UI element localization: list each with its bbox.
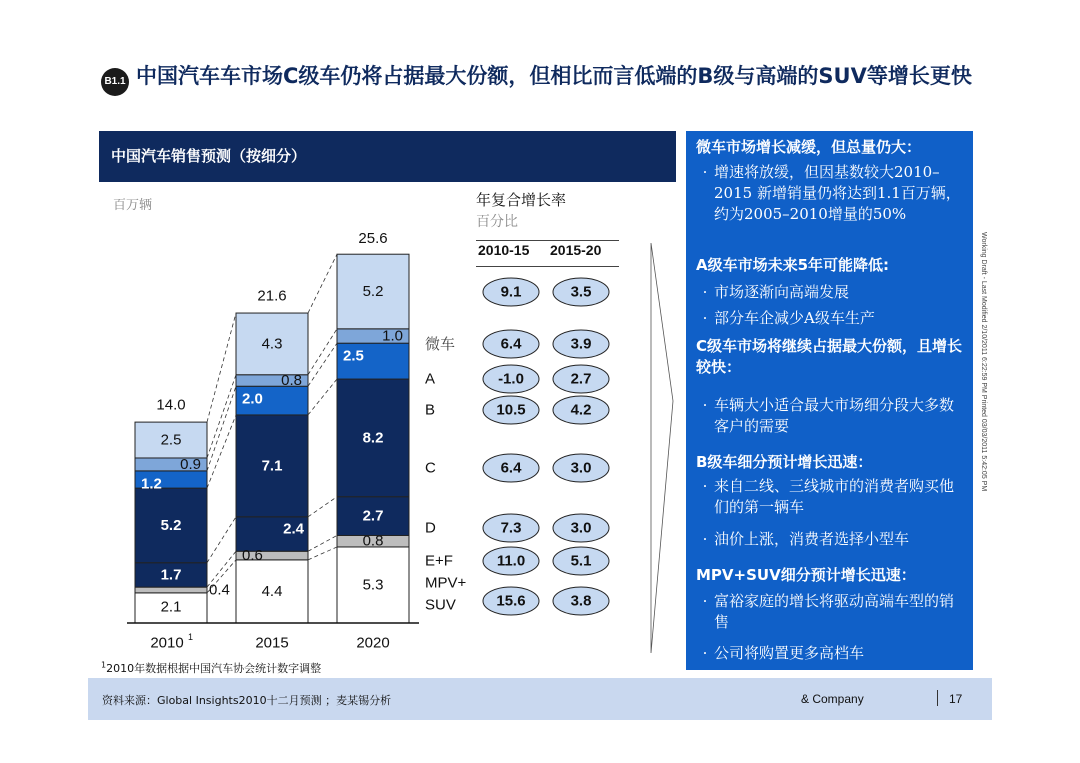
insight-heading: MPV+SUV细分预计增长迅速： [696, 566, 916, 584]
connector-line [308, 254, 337, 313]
footnote-mark: 1 [101, 660, 107, 670]
callout-arrow [651, 243, 673, 653]
segment-name-label: SUV [425, 596, 456, 614]
cagr-value: 5.1 [570, 552, 592, 570]
bar-total-label: 14.0 [156, 396, 186, 414]
connector-line [207, 386, 236, 471]
cagr-value: 6.4 [500, 459, 522, 477]
segment-value-label: 7.1 [261, 457, 283, 475]
segment-value-label: 0.4 [209, 581, 230, 599]
source-note: 资料来源：Global Insights2010十二月预测 ；麦某锡分析 [102, 694, 392, 707]
connector-line [308, 497, 337, 517]
page-separator [937, 690, 938, 706]
connector-line [308, 535, 337, 551]
cagr-value: 3.0 [570, 459, 592, 477]
chart-panel-title: 中国汽车销售预测（按细分） [99, 131, 676, 182]
cagr-header-2015-20: 2015-20 [550, 242, 602, 258]
insight-heading: C级车市场将继续占据最大份额，且增长较快： [696, 337, 963, 376]
cagr-value: 7.3 [500, 519, 522, 537]
cagr-value: 9.1 [500, 283, 522, 301]
cagr-value: 3.9 [570, 335, 592, 353]
cagr-value: 6.4 [500, 335, 522, 353]
insight-heading: B级车细分预计增长迅速： [696, 453, 873, 471]
insight-bullet: · 部分车企减少A级车生产 [696, 308, 968, 329]
segment-value-label: 2.0 [242, 390, 263, 408]
cagr-value: -1.0 [498, 370, 524, 388]
footnote [101, 660, 321, 676]
footnote-text: 2010年数据根据中国汽车协会统计数字调整 [106, 662, 322, 675]
cagr-value: 3.0 [570, 519, 592, 537]
draft-stamp-text: Working Draft - Last Modified 2/10/2011 6:22:59 PM Printed 03/03/2011 5:42:05 PM [980, 232, 987, 492]
insight-bullet: · 车辆大小适合最大市场细分段大多数客户的需要 [696, 395, 968, 437]
page-number: 17 [949, 692, 963, 706]
cagr-title: 年复合增长率 [476, 191, 567, 209]
cagr-value: 4.2 [570, 401, 592, 419]
segment-name-label: E+F [425, 552, 453, 570]
chart-panel [99, 131, 676, 661]
connector-line [308, 379, 337, 415]
bar-total-label: 21.6 [257, 287, 287, 305]
insight-heading: 微车市场增长减缓，但总量仍大： [696, 138, 922, 156]
y-unit-label: 百万辆 [113, 198, 153, 213]
segment-value-label: 4.3 [261, 335, 283, 353]
segment-value-label: 2.5 [160, 431, 182, 449]
cagr-value: 15.6 [496, 592, 526, 610]
insight-bullet: · 油价上涨，消费者选择小型车 [696, 529, 968, 550]
insight-bullet: · 富裕家庭的增长将驱动高端车型的销售 [696, 591, 968, 633]
segment-value-label: 2.1 [160, 598, 182, 616]
cagr-value: 3.5 [570, 283, 592, 301]
segment-value-label: 0.9 [180, 455, 201, 473]
x-tick-label: 2015 [255, 634, 289, 652]
insight-bullet: · 增速将放缓，但因基数较大2010–2015 新增销量仍将达到1.1百万辆，约为2005–2010增量的50% [696, 162, 968, 225]
segment-value-label: 1.7 [160, 566, 182, 584]
connector-line [207, 517, 236, 563]
x-tick-label: 2020 [356, 634, 390, 652]
segment-value-label: 2.7 [362, 507, 384, 525]
x-tick-label: 2010 [150, 634, 184, 652]
bar-total-label: 25.6 [358, 230, 388, 248]
segment-name-label: C [425, 459, 436, 477]
cagr-header-2010-15: 2010-15 [478, 242, 530, 258]
insight-bullet: · 公司将购置更多高档车 [696, 643, 968, 664]
cagr-value: 3.8 [570, 592, 592, 610]
segment-value-label: 1.2 [141, 475, 162, 493]
segment-value-label: 1.0 [382, 327, 403, 345]
draft-stamp [975, 232, 993, 532]
segment-value-label: 5.2 [362, 283, 384, 301]
segment-name-label: 微车 [425, 335, 456, 353]
cagr-value: 11.0 [496, 552, 526, 570]
segment-name-label: MPV+ [425, 574, 467, 592]
section-badge: B1.1 [101, 68, 129, 96]
connector-line [207, 313, 236, 422]
cagr-unit: 百分比 [476, 214, 518, 230]
segment-value-label: 0.8 [362, 532, 384, 550]
connector-line [308, 547, 337, 560]
segment-name-label: B [425, 401, 436, 419]
segment-value-label: 0.8 [281, 371, 302, 389]
insight-bullet: · 来自二线、三线城市的消费者购买他们的第一辆车 [696, 476, 968, 518]
insight-heading: A级车市场未来5年可能降低: [696, 256, 890, 274]
connector-line [308, 329, 337, 375]
segment-value-label: 8.2 [362, 429, 384, 447]
insights-panel [686, 131, 973, 670]
cagr-value: 10.5 [496, 401, 526, 419]
connector-line [207, 415, 236, 488]
company-name: & Company [801, 692, 864, 706]
segment-value-label: 2.5 [343, 347, 364, 365]
segment-value-label: 5.2 [160, 516, 182, 534]
segment-name-label: D [425, 519, 436, 537]
insight-bullet: · 市场逐渐向高端发展 [696, 282, 968, 303]
segment-value-label: 2.4 [283, 520, 304, 538]
segment-value-label: 5.3 [362, 576, 384, 594]
segment-value-label: 4.4 [261, 582, 283, 600]
segment-value-label: 0.6 [242, 547, 263, 565]
bar-segment-0-1 [135, 587, 207, 593]
segment-name-label: A [425, 370, 436, 388]
page-title: 中国汽车车市场C级车仍将占据最大份额，但相比而言低端的B级与高端的SUV等增长更快 [136, 64, 972, 88]
connector-line [207, 375, 236, 458]
footer-bar [88, 678, 992, 720]
connector-line [308, 343, 337, 386]
cagr-value: 2.7 [570, 370, 592, 388]
x-tick-superscript: 1 [188, 632, 194, 642]
stacked-bar-chart [99, 131, 676, 661]
